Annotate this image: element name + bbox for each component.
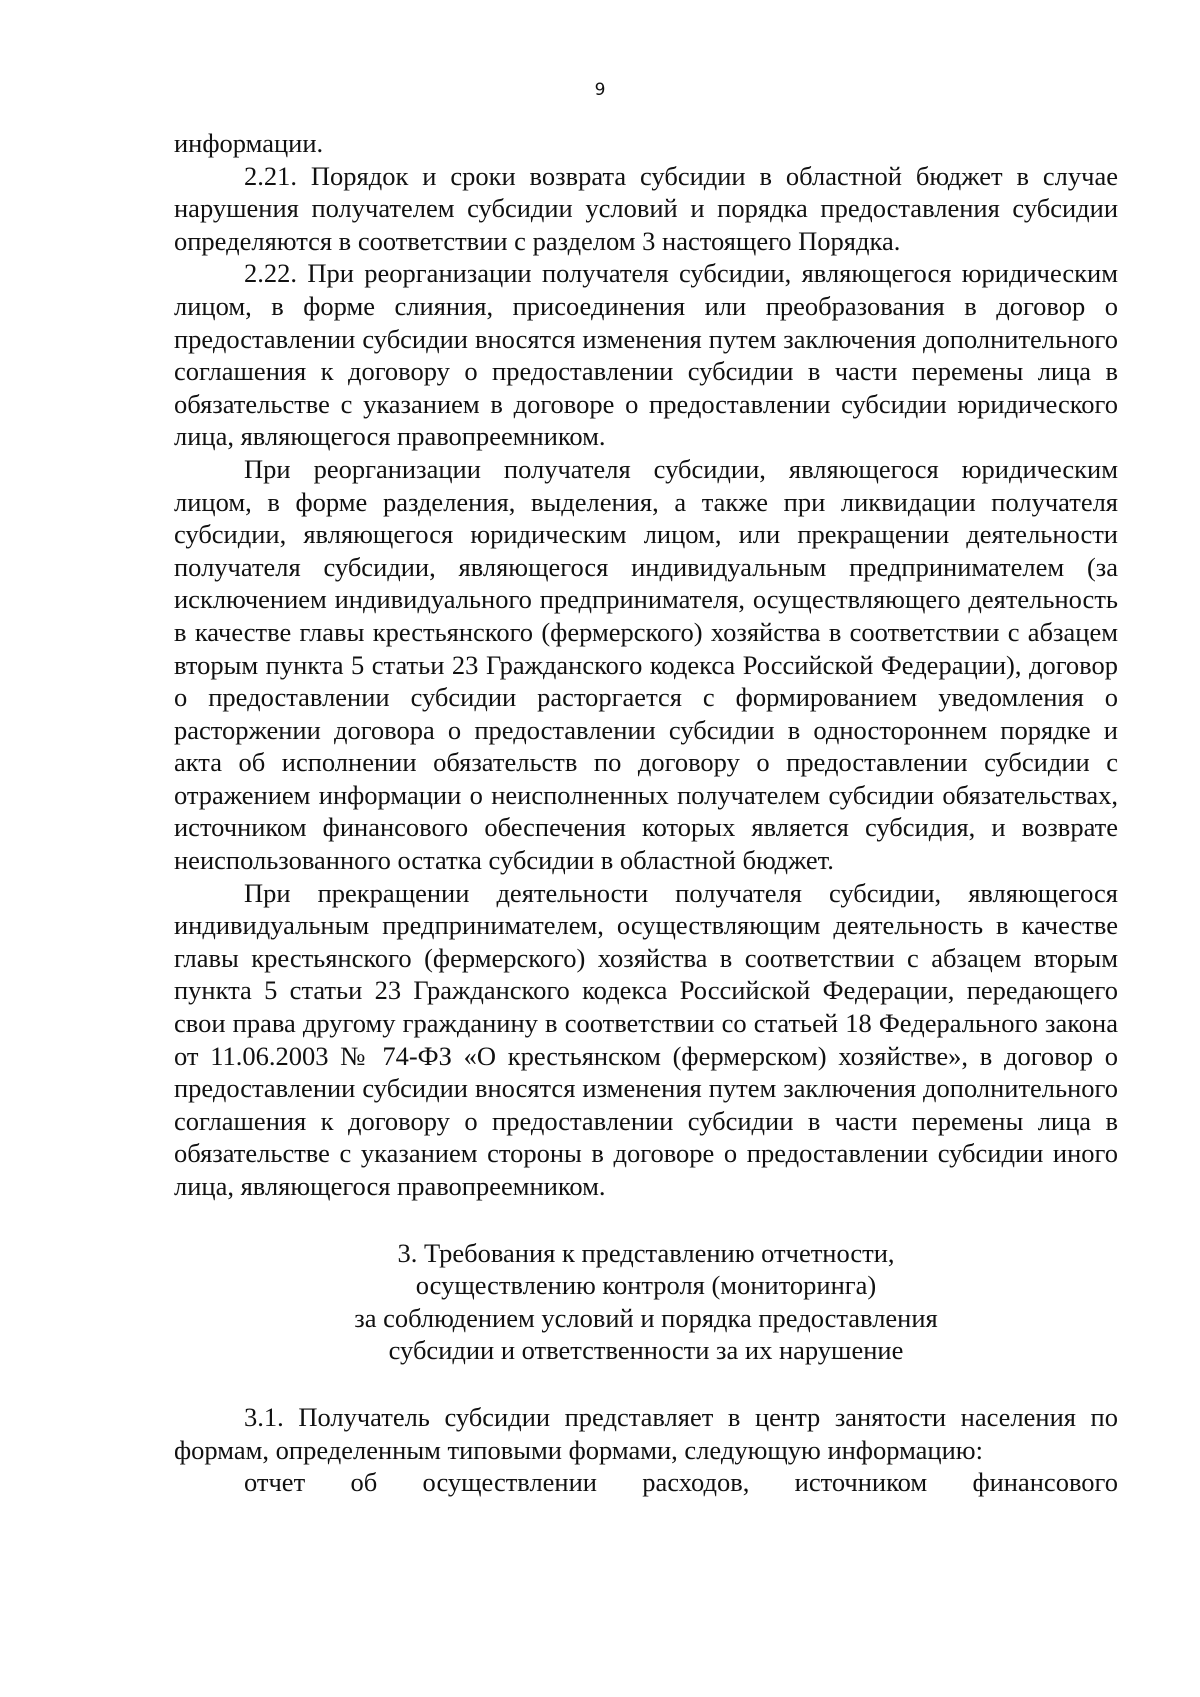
document-body [174, 127, 1118, 1499]
section-heading-line: 3. Требования к представлению отчетности, [397, 1237, 895, 1268]
paragraph-termination: При прекращении деятельности получателя субсидии, являющегося индивидуальным предпринимателем, осуществляющим деятельность в качестве главы крестьянского (фермерского) хозяйства в соответствии с абзацем вторым пункта 5 статьи 23 Гражданского кодекса Российской Федерации, передающего свои права другому гражданину в соответствии со статьей 18 Федерального закона от 11.06.2003 № 74-ФЗ «О крестьянском (фермерском) хозяйстве», в договор о предоставлении субсидии вносятся изменения путем заключения дополнительного соглашения к договору о предоставлении субсидии в части перемены лица в обязательстве с указанием стороны в договоре о предоставлении субсидии иного лица, являющегося правопреемником. [174, 877, 1118, 1201]
section-3-heading [174, 1237, 1118, 1367]
paragraph-reorganization: При реорганизации получателя субсидии, являющегося юридическим лицом, в форме разделения, выделения, а также при ликвидации получателя субсидии, являющегося юридическим лицом, или прекращении деятельности получателя субсидии, являющегося индивидуальным предпринимателем (за исключением индивидуального предпринимателя, осуществляющего деятельность в качестве главы крестьянского (фермерского) хозяйства в соответствии с абзацем вторым пункта 5 статьи 23 Гражданского кодекса Российской Федерации), договор о предоставлении субсидии расторгается с формированием уведомления о расторжении договора о предоставлении субсидии в одностороннем порядке и акта об исполнении обязательств по договору о предоставлении субсидии с отражением информации о неисполненных получателем субсидии обязательствах, источником финансового обеспечения которых является субсидия, и возврате неиспользованного остатка субсидии в областной бюджет. [174, 453, 1118, 876]
page-number: 9 [594, 80, 606, 100]
paragraph-continuation: информации. [174, 128, 324, 158]
paragraph-2-22: 2.22. При реорганизации получателя субсидии, являющегося юридическим лицом, в форме слияния, присоединения или преобразования в договор о предоставлении субсидии вносятся изменения путем заключения дополнительного соглашения к договору о предоставлении субсидии в части перемены лица в обязательстве с указанием в договоре о предоставлении субсидии юридического лица, являющегося правопреемником. [174, 258, 1118, 452]
paragraph-3-1: 3.1. Получатель субсидии представляет в центр занятости населения по формам, определенным типовыми формами, следующую информацию: [174, 1401, 1118, 1465]
paragraph-2-21: 2.21. Порядок и сроки возврата субсидии в областной бюджет в случае нарушения получателем субсидии условий и порядка предоставления субсидии определяются в соответствии с разделом 3 настоящего Порядка. [174, 160, 1118, 256]
section-heading-line: за соблюдением условий и порядка предоставления [354, 1302, 938, 1333]
paragraph-report-item: отчет об осуществлении расходов, источником финансового [244, 1467, 1118, 1498]
section-heading-line: осуществлению контроля (мониторинга) [415, 1270, 877, 1301]
section-heading-line: субсидии и ответственности за их нарушение [388, 1335, 904, 1366]
